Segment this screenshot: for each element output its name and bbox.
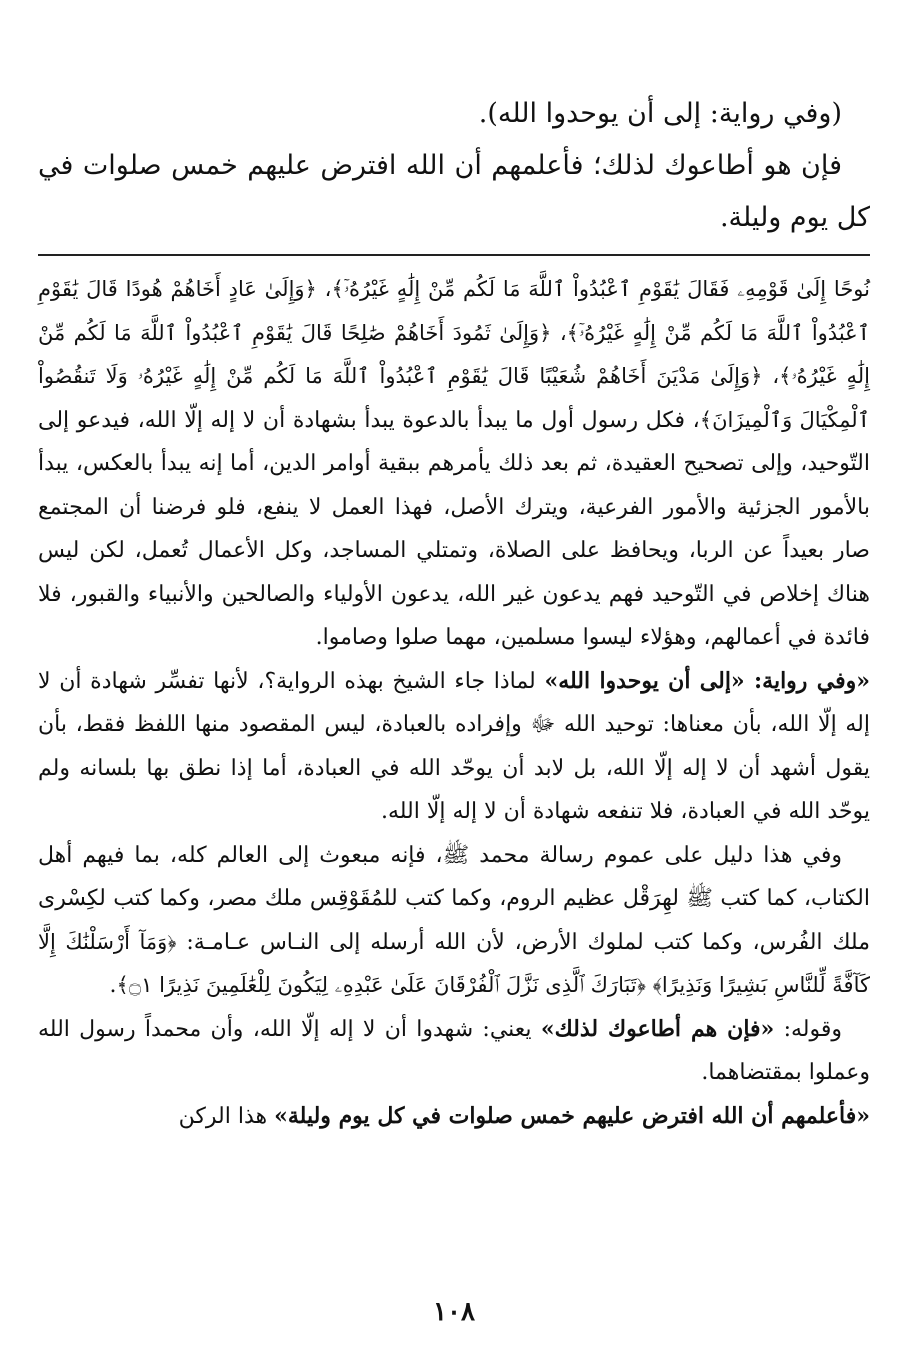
sharh-paragraph-3 bbox=[38, 834, 870, 1008]
quran-verses-prophets: نُوحًا إِلَىٰ قَوْمِهِۦ فَقَالَ يَٰقَوْمِ ٱعْبُدُواْ ٱللَّهَ مَا لَكُم مِّنْ إِلَٰهٍ غَيْرُهُۥٓ﴾، ﴿وَإِلَىٰ عَادٍ أَخَاهُمْ هُودًا قَالَ يَٰقَوْمِ ٱعْبُدُواْ ٱللَّهَ مَا لَكُم مِّنْ إِلَٰهٍ غَيْرُهُۥٓ﴾، ﴿وَإِلَىٰ ثَمُودَ أَخَاهُمْ صَٰلِحًا قَالَ يَٰقَوْمِ ٱعْبُدُواْ ٱللَّهَ مَا لَكُم مِّنْ إِلَٰهٍ غَيْرُهُۥ﴾، ﴿وَإِلَىٰ مَدْيَنَ أَخَاهُمْ شُعَيْبًا قَالَ يَٰقَوْمِ ٱعْبُدُواْ ٱللَّهَ مَا لَكُم مِّنْ إِلَٰهٍ غَيْرُهُۥ وَلَا تَنقُصُواْ ٱلْمِكْيَالَ وَٱلْمِيزَانَ﴾ bbox=[38, 277, 870, 432]
sharh-section bbox=[38, 268, 870, 1138]
sharh-text-1: ، فكل رسول أول ما يبدأ بالدعوة يبدأ بشهادة أن لا إله إلّا الله، فيدعو إلى التّوحيد، وإلى تصحيح العقيدة، ثم بعد ذلك يأمرهم ببقية أوامر الدين، أما إنه يبدأ بالعكس، يبدأ بالأمور الجزئية والأمور الفرعية، ويترك الأصل، فهذا العمل لا ينفع، فلو فرضنا أن المجتمع صار بعيداً عن الربا، ويحافظ على الصلاة، وتمتلي المساجد، وكل الأعمال تُعمل، لكن ليس هناك إخلاص في التّوحيد فهم يدعون غير الله، يدعون الأولياء والصالحين والأنبياء والقبور، فلا فائدة في أعمالهم، وهؤلاء ليسوا مسلمين، مهما صلوا وصاموا. bbox=[38, 407, 870, 650]
quran-verses-risala: ﴿وَمَآ أَرْسَلْنَٰكَ إِلَّا كَآفَّةً لِّلنَّاسِ بَشِيرًا وَنَذِيرًا﴾ ﴿تَبَارَكَ ٱلَّذِى نَزَّلَ ٱلْفُرْقَانَ عَلَىٰ عَبْدِهِۦ لِيَكُونَ لِلْعَٰلَمِينَ نَذِيرًا ۝١﴾ bbox=[38, 929, 870, 997]
taaah-quote: «فإن هم أطاعوك لذلك» bbox=[540, 1015, 775, 1042]
page-number: ١٠٨ bbox=[433, 1297, 475, 1327]
sharh-text-2: لماذا جاء الشيخ بهذه الرواية؟، لأنها تفسِّر شهادة أن لا إله إلّا الله، بأن معناها: توحيد الله ﷻ وإفراده بالعبادة، ليس المقصود منها اللفظ فقط، بأن يقول أشهد أن لا إله إلّا الله، بل لابد أن يوحّد الله في العبادة، أما إذا نطق بها بلسانه ولم يوحّد الله في العبادة، فلا تنفعه شهادة أن لا إله إلّا الله. bbox=[38, 668, 870, 824]
separator-rule bbox=[38, 254, 870, 256]
sharh-paragraph-4 bbox=[38, 1008, 870, 1095]
sharh-paragraph-1 bbox=[38, 268, 870, 660]
sharh-text-4: يعني: شهدوا أن لا إله إلّا الله، وأن محمداً رسول الله وعملوا بمقتضاهما. bbox=[38, 1016, 870, 1085]
matn-line-salat: فإن هو أطاعوك لذلك؛ فأعلمهم أن الله افترض عليهم خمس صلوات في كل يوم وليلة. bbox=[38, 150, 870, 233]
sharh-text-3-end: . bbox=[109, 973, 117, 998]
riwaya-quote: «وفي رواية: «إلى أن يوحدوا الله» bbox=[544, 667, 870, 694]
matn-line-riwaya: (وفي رواية: إلى أن يوحدوا الله). bbox=[478, 98, 842, 129]
sharh-text-5: هذا الركن bbox=[178, 1103, 275, 1129]
sharh-lead-4: وقوله: bbox=[774, 1016, 843, 1042]
matn-section bbox=[38, 88, 870, 244]
sharh-text-3: وفي هذا دليل على عموم رسالة محمد ﷺ، فإنه مبعوث إلى العالم كله، بما فيهم أهل الكتاب، كما كتب ﷺ لهِرَقْل عظيم الروم، وكما كتب للمُقَوْقِس ملك مصر، وكما كتب لكِسْرى ملك الفُرس، وكما كتب لملوك الأرض، لأن الله أرسله إلى النـاس عـامـة: bbox=[38, 842, 870, 955]
salat-quote: «فأعلمهم أن الله افترض عليهم خمس صلوات في كل يوم وليلة» bbox=[274, 1102, 870, 1129]
sharh-paragraph-2 bbox=[38, 660, 870, 834]
sharh-paragraph-5 bbox=[38, 1095, 870, 1139]
